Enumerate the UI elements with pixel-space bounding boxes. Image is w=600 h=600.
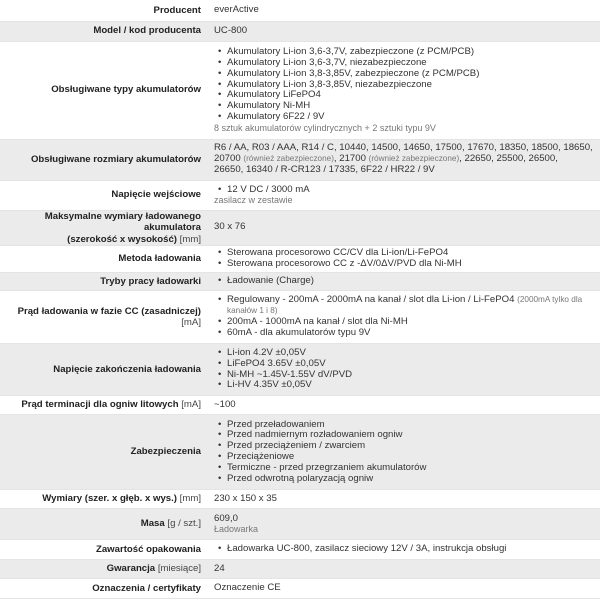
size-text: 20700 xyxy=(214,153,241,165)
list-item: • Przed przeładowaniem xyxy=(227,420,600,431)
list-item: • 60mA - dla akumulatorów typu 9V xyxy=(227,328,600,339)
row-label xyxy=(0,210,205,246)
row-label xyxy=(0,415,205,490)
list-item: • Przed przeciążeniem / zwarciem xyxy=(227,441,600,452)
list-item: • 200mA - 1000mA na kanał / slot dla Ni-MH xyxy=(227,317,600,328)
row-label xyxy=(0,41,205,139)
row-label xyxy=(0,509,205,540)
label-text: Masa xyxy=(140,518,165,530)
row-value xyxy=(205,509,600,540)
label-text: Obsługiwane rozmiary akumulatorów xyxy=(30,153,201,165)
row-label xyxy=(0,21,205,41)
row-value xyxy=(205,396,600,415)
list-item: • Akumulatory Li-ion 3,6-3,7V, zabezpieczone (z PCM/PCB) xyxy=(227,47,600,58)
row-value xyxy=(205,210,600,246)
list-item: • Akumulatory 6F22 / 9V xyxy=(227,112,600,123)
value-text: Oznaczenie CE xyxy=(214,582,281,594)
row-current-cc xyxy=(0,291,600,344)
row-v-end xyxy=(0,344,600,396)
list-item: • Przed nadmiernym rozładowaniem ogniw xyxy=(227,430,600,441)
row-warranty xyxy=(0,560,600,579)
row-voltage-in xyxy=(0,180,600,210)
row-value xyxy=(205,246,600,273)
row-value xyxy=(205,490,600,509)
label-text: Tryby pracy ładowarki xyxy=(100,275,201,287)
list-item: • LiFePO4 3.65V ±0,05V xyxy=(227,359,600,370)
item-note: kanałów 1 i 8) xyxy=(227,306,278,316)
row-types xyxy=(0,41,600,139)
size-text: , 22650, 25500, 26500, xyxy=(459,153,558,165)
list-item: • Akumulatory Li-ion 3,6-3,7V, niezabezpieczone xyxy=(227,58,600,69)
list-item: • Ładowarka UC-800, zasilacz sieciowy 12V / 3A, instrukcja obsługi xyxy=(227,544,600,555)
row-i-term xyxy=(0,396,600,415)
mass-note: Ładowarka xyxy=(214,524,259,535)
size-text: , 21700 xyxy=(333,153,366,165)
row-label xyxy=(0,0,205,21)
row-method xyxy=(0,246,600,273)
row-label xyxy=(0,139,205,180)
types-list xyxy=(214,47,600,123)
row-label xyxy=(0,344,205,396)
unit-text: [miesiące] xyxy=(157,563,201,575)
value-text: 24 xyxy=(214,562,225,574)
protection-list xyxy=(214,420,600,485)
row-value xyxy=(205,415,600,490)
sizes-line-1: R6 / AA, R03 / AAA, R14 / C, 10440, 14500, 14650, 17500, 17670, 18350, 18500, 18650, xyxy=(214,142,593,154)
list-item: • 12 V DC / 3000 mA xyxy=(227,185,600,196)
size-note: (również zabezpieczone) xyxy=(368,154,460,164)
list-item: • Li-ion 4.2V ±0,05V xyxy=(227,348,600,359)
label-text: Metoda ładowania xyxy=(118,253,201,265)
value-text: 230 x 150 x 35 xyxy=(214,492,277,504)
unit-text: [g / szt.] xyxy=(167,518,201,530)
row-value xyxy=(205,180,600,210)
row-label xyxy=(0,291,205,344)
row-label xyxy=(0,273,205,291)
unit-text: [mA] xyxy=(181,399,201,411)
row-protection xyxy=(0,415,600,490)
label-text: Maksymalne wymiary ładowanego akumulatora xyxy=(44,210,201,233)
row-label xyxy=(0,579,205,599)
list-item: • Ni-MH ~1.45V-1.55V dV/PVD xyxy=(227,370,600,381)
label-text: Model / kod producenta xyxy=(93,25,201,37)
value-text: ~100 xyxy=(214,398,236,410)
value-text: everActive xyxy=(214,3,259,15)
method-list xyxy=(214,248,600,270)
row-label xyxy=(0,540,205,560)
unit-text: [mm] xyxy=(179,493,201,505)
row-certs xyxy=(0,579,600,599)
row-sizes xyxy=(0,139,600,180)
sizes-line-3: 26650, 16340 / R-CR123 / 17335, 6F22 / HR22 / 9V xyxy=(214,163,435,175)
item-text: Regulowany - 200mA - 2000mA na kanał / slot dla Li-ion / Li-FePO4 xyxy=(227,294,515,306)
list-item: • Akumulatory Li-ion 3,8-3,85V, zabezpieczone (z PCM/PCB) xyxy=(227,69,600,80)
value-text: UC-800 xyxy=(214,24,248,36)
label-text: Napięcie zakończenia ładowania xyxy=(53,363,201,375)
label-text: Obsługiwane typy akumulatorów xyxy=(51,84,201,96)
label-text: Wymiary (szer. x głęb. x wys.) xyxy=(42,493,177,505)
label-text: Gwarancja xyxy=(106,563,156,575)
label-text: Producent xyxy=(153,4,201,16)
row-model xyxy=(0,21,600,41)
label-text: Prąd ładowania w fazie CC (zasadniczej) xyxy=(17,305,201,317)
contents-list xyxy=(214,544,600,555)
row-value xyxy=(205,41,600,139)
row-modes xyxy=(0,273,600,291)
list-item: • Akumulatory Li-ion 3,8-3,85V, niezabezpieczone xyxy=(227,80,600,91)
list-item: • Przed odwrotną polaryzacją ogniw xyxy=(227,474,600,485)
list-item: • Akumulatory Ni-MH xyxy=(227,101,600,112)
row-label xyxy=(0,560,205,579)
label-text: Zabezpieczenia xyxy=(130,446,201,458)
row-value xyxy=(205,139,600,180)
row-dimensions xyxy=(0,490,600,509)
row-label xyxy=(0,246,205,273)
row-label xyxy=(0,180,205,210)
row-value xyxy=(205,273,600,291)
row-label xyxy=(0,396,205,415)
list-item: • Li-HV 4.35V ±0,05V xyxy=(227,380,600,391)
voltage-list xyxy=(214,185,600,196)
list-item: • Ładowanie (Charge) xyxy=(227,276,600,287)
list-item: • Sterowana procesorowo CC z -ΔV/0ΔV/PVD dla Ni-MH xyxy=(227,259,600,270)
value-text: 609,0 xyxy=(214,512,239,524)
modes-list xyxy=(214,276,600,287)
row-value xyxy=(205,0,600,21)
row-producent xyxy=(0,0,600,21)
list-item: • Termiczne - przed przegrzaniem akumulatorów xyxy=(227,463,600,474)
voltage-note: zasilacz w zestawie xyxy=(214,195,293,206)
value-text: 30 x 76 xyxy=(214,221,246,233)
label-text: Prąd terminacji dla ogniw litowych xyxy=(21,399,179,411)
label-text: Oznaczenia / certyfikaty xyxy=(92,582,201,594)
item-note: (2000mA tylko dla xyxy=(517,295,583,305)
v-end-list xyxy=(214,348,600,391)
current-list xyxy=(214,295,600,338)
row-value xyxy=(205,21,600,41)
unit-text: [mA] xyxy=(181,317,201,328)
label-text: Zawartość opakowania xyxy=(95,543,201,555)
list-item: • Sterowana procesorowo CC/CV dla Li-ion/Li-FePO4 xyxy=(227,248,600,259)
row-value xyxy=(205,291,600,344)
row-value xyxy=(205,579,600,599)
row-value xyxy=(205,344,600,396)
row-mass xyxy=(0,509,600,540)
row-contents xyxy=(0,540,600,560)
row-value xyxy=(205,540,600,560)
label-text: (szerokość x wysokość) xyxy=(67,233,177,245)
unit-text: [mm] xyxy=(179,233,201,245)
types-note: 8 sztuk akumulatorów cylindrycznych + 2 sztuki typu 9V xyxy=(214,122,436,133)
size-note: (również zabezpieczone) xyxy=(243,154,334,164)
row-value xyxy=(205,560,600,579)
row-label xyxy=(0,490,205,509)
row-max-dims xyxy=(0,210,600,246)
list-item: • Akumulatory LiFePO4 xyxy=(227,90,600,101)
label-text: Napięcie wejściowe xyxy=(111,189,201,201)
list-item xyxy=(227,295,600,317)
list-item: • Przeciążeniowe xyxy=(227,452,600,463)
